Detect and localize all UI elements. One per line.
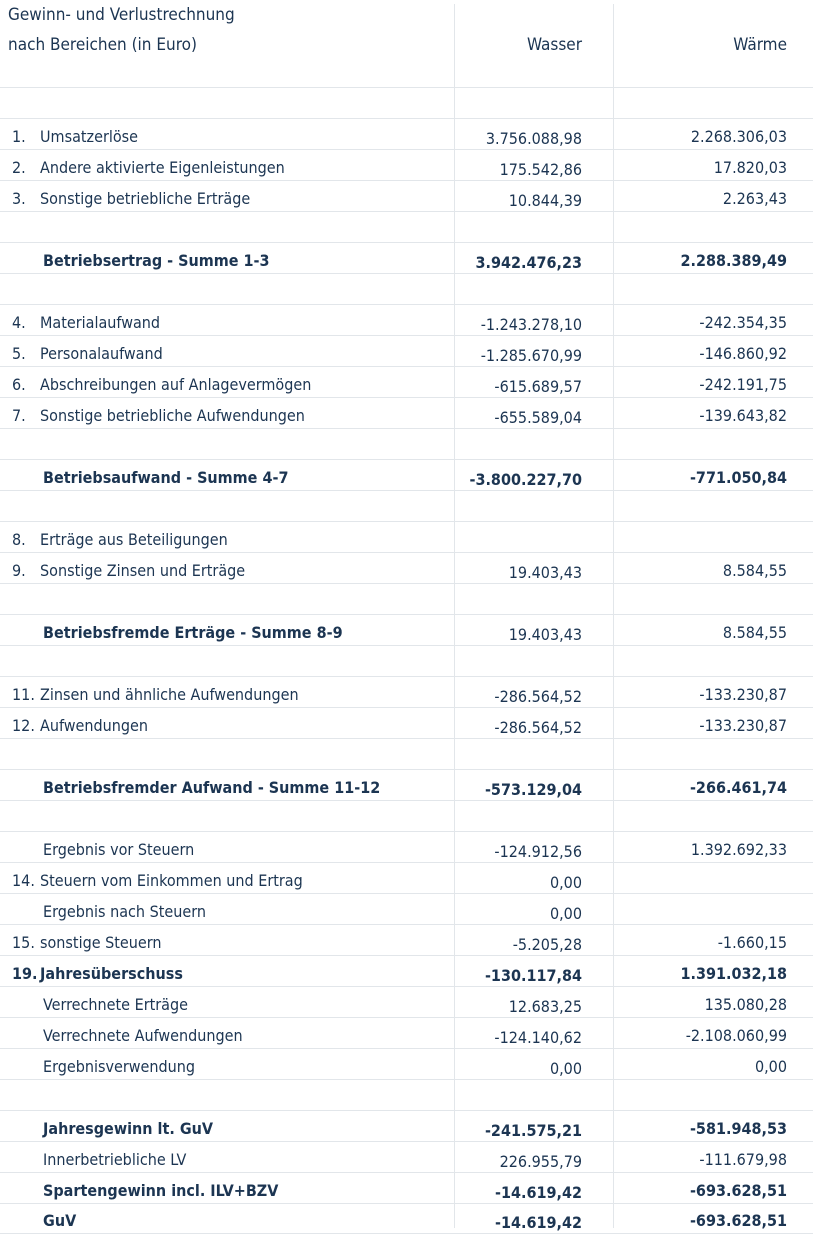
value-waerme: -139.643,82: [699, 406, 787, 425]
row-label: Verrechnete Aufwendungen: [43, 1026, 243, 1045]
value-wasser: -3.800.227,70: [469, 470, 582, 489]
value-waerme: 8.584,55: [722, 561, 787, 580]
value-wasser: -130.117,84: [484, 966, 582, 985]
value-waerme: -693.628,51: [689, 1181, 787, 1200]
row-label: Ergebnis nach Steuern: [43, 902, 206, 921]
table-row: [0, 1017, 813, 1048]
table-row: [0, 180, 813, 211]
row-label: Betriebsaufwand - Summe 4-7: [43, 468, 289, 487]
value-waerme: 2.288.389,49: [680, 251, 787, 270]
table-row: [0, 614, 813, 645]
row-label: Umsatzerlöse: [40, 127, 139, 146]
row-label: Sonstige Zinsen und Erträge: [40, 561, 246, 580]
row-label: Materialaufwand: [40, 313, 161, 332]
table-row: [0, 1110, 813, 1141]
value-waerme: -133.230,87: [699, 685, 787, 704]
value-wasser: -286.564,52: [494, 718, 582, 737]
table-row: [0, 521, 813, 552]
table-row: [0, 1079, 813, 1110]
value-waerme: 1.391.032,18: [680, 964, 787, 983]
value-wasser: -124.912,56: [494, 842, 582, 861]
value-wasser: 3.756.088,98: [485, 129, 582, 148]
row-label: Innerbetriebliche LV: [43, 1150, 187, 1169]
value-waerme: -2.108.060,99: [685, 1026, 787, 1045]
table-row: [0, 118, 813, 149]
row-label: Sonstige betriebliche Erträge: [40, 189, 251, 208]
row-label: Sonstige betriebliche Aufwendungen: [40, 406, 305, 425]
value-wasser: 0,00: [549, 873, 582, 892]
value-waerme: 2.268.306,03: [690, 127, 787, 146]
table-row: [0, 986, 813, 1017]
row-label: sonstige Steuern: [40, 933, 162, 952]
value-waerme: -693.628,51: [689, 1211, 787, 1230]
value-waerme: -242.354,35: [699, 313, 787, 332]
row-label: Verrechnete Erträge: [43, 995, 188, 1014]
value-wasser: -124.140,62: [494, 1028, 582, 1047]
table-row: [0, 645, 813, 676]
value-wasser: 12.683,25: [508, 997, 582, 1016]
row-number: 19.: [12, 964, 38, 983]
table-row: [0, 583, 813, 614]
value-wasser: -1.285.670,99: [480, 346, 582, 365]
row-number: 9.: [12, 561, 26, 580]
table-title-line2: nach Bereichen (in Euro): [8, 35, 197, 55]
table-row: [0, 490, 813, 521]
row-label: Jahresgewinn lt. GuV: [43, 1119, 214, 1138]
table-row: [0, 397, 813, 428]
row-label: Jahresüberschuss: [40, 964, 183, 983]
value-wasser: -615.689,57: [494, 377, 582, 396]
table-row: [0, 1172, 813, 1203]
row-label: Steuern vom Einkommen und Ertrag: [40, 871, 303, 890]
table-row: [0, 149, 813, 180]
table-row: [0, 1048, 813, 1079]
table-row: [0, 366, 813, 397]
value-wasser: 10.844,39: [508, 191, 582, 210]
value-waerme: 2.263,43: [722, 189, 787, 208]
value-waerme: -581.948,53: [689, 1119, 787, 1138]
table-row: [0, 676, 813, 707]
row-label: Aufwendungen: [40, 716, 149, 735]
value-waerme: 17.820,03: [713, 158, 787, 177]
value-wasser: 0,00: [549, 904, 582, 923]
row-label: Erträge aus Beteiligungen: [40, 530, 228, 549]
table-row: [0, 769, 813, 800]
table-row: [0, 1141, 813, 1172]
row-label: Betriebsfremde Erträge - Summe 8-9: [43, 623, 343, 642]
row-label: Betriebsertrag - Summe 1-3: [43, 251, 270, 270]
value-waerme: -266.461,74: [689, 778, 787, 797]
table-row: [0, 955, 813, 986]
row-number: 11.: [12, 685, 35, 704]
value-wasser: -5.205,28: [512, 935, 582, 954]
value-waerme: -771.050,84: [689, 468, 787, 487]
value-waerme: -242.191,75: [699, 375, 787, 394]
row-label: GuV: [43, 1211, 77, 1230]
row-number: 4.: [12, 313, 26, 332]
value-wasser: -1.243.278,10: [480, 315, 582, 334]
row-label: Personalaufwand: [40, 344, 163, 363]
column-header-wasser: Wasser: [526, 35, 582, 55]
row-label: Andere aktivierte Eigenleistungen: [40, 158, 285, 177]
row-number: 7.: [12, 406, 26, 425]
value-wasser: -241.575,21: [484, 1121, 582, 1140]
row-label: Ergebnisverwendung: [43, 1057, 196, 1076]
row-label: Ergebnis vor Steuern: [43, 840, 195, 859]
row-number: 15.: [12, 933, 35, 952]
value-wasser: -14.619,42: [494, 1183, 582, 1202]
table-row: [0, 242, 813, 273]
value-wasser: 175.542,86: [499, 160, 582, 179]
value-waerme: -146.860,92: [699, 344, 787, 363]
table-row: [0, 273, 813, 304]
row-number: 6.: [12, 375, 26, 394]
table-row: [0, 335, 813, 366]
value-wasser: 19.403,43: [508, 563, 582, 582]
statement-rows: [0, 87, 813, 1234]
table-title-line1: Gewinn- und Verlustrechnung: [8, 5, 235, 25]
table-row: [0, 211, 813, 242]
table-row: [0, 924, 813, 955]
value-wasser: -286.564,52: [494, 687, 582, 706]
table-row: [0, 428, 813, 459]
value-wasser: -14.619,42: [494, 1213, 582, 1232]
value-waerme: 8.584,55: [722, 623, 787, 642]
row-label: Zinsen und ähnliche Aufwendungen: [40, 685, 299, 704]
row-number: 14.: [12, 871, 35, 890]
value-waerme: 1.392.692,33: [690, 840, 787, 859]
table-row: [0, 893, 813, 924]
value-waerme: 0,00: [754, 1057, 787, 1076]
table-row: [0, 707, 813, 738]
column-header-waerme: Wärme: [733, 35, 787, 55]
row-label: Betriebsfremder Aufwand - Summe 11-12: [43, 778, 381, 797]
row-number: 2.: [12, 158, 26, 177]
row-label: Spartengewinn incl. ILV+BZV: [43, 1181, 279, 1200]
table-row: [0, 304, 813, 335]
table-row: [0, 862, 813, 893]
table-row: [0, 459, 813, 490]
row-number: 1.: [12, 127, 26, 146]
value-wasser: -573.129,04: [484, 780, 582, 799]
table-row: [0, 831, 813, 862]
row-number: 5.: [12, 344, 26, 363]
table-row: [0, 738, 813, 769]
row-number: 3.: [12, 189, 26, 208]
value-waerme: -111.679,98: [699, 1150, 787, 1169]
table-row: [0, 800, 813, 831]
value-waerme: 135.080,28: [704, 995, 787, 1014]
value-waerme: -1.660,15: [717, 933, 787, 952]
value-wasser: -655.589,04: [494, 408, 582, 427]
row-label: Abschreibungen auf Anlagevermögen: [40, 375, 312, 394]
value-waerme: -133.230,87: [699, 716, 787, 735]
table-row: [0, 87, 813, 118]
value-wasser: 0,00: [549, 1059, 582, 1078]
row-number: 12.: [12, 716, 35, 735]
value-wasser: 19.403,43: [508, 625, 582, 644]
row-number: 8.: [12, 530, 26, 549]
value-wasser: 3.942.476,23: [475, 253, 582, 272]
value-wasser: 226.955,79: [499, 1152, 582, 1171]
table-row: [0, 1203, 813, 1234]
table-row: [0, 552, 813, 583]
